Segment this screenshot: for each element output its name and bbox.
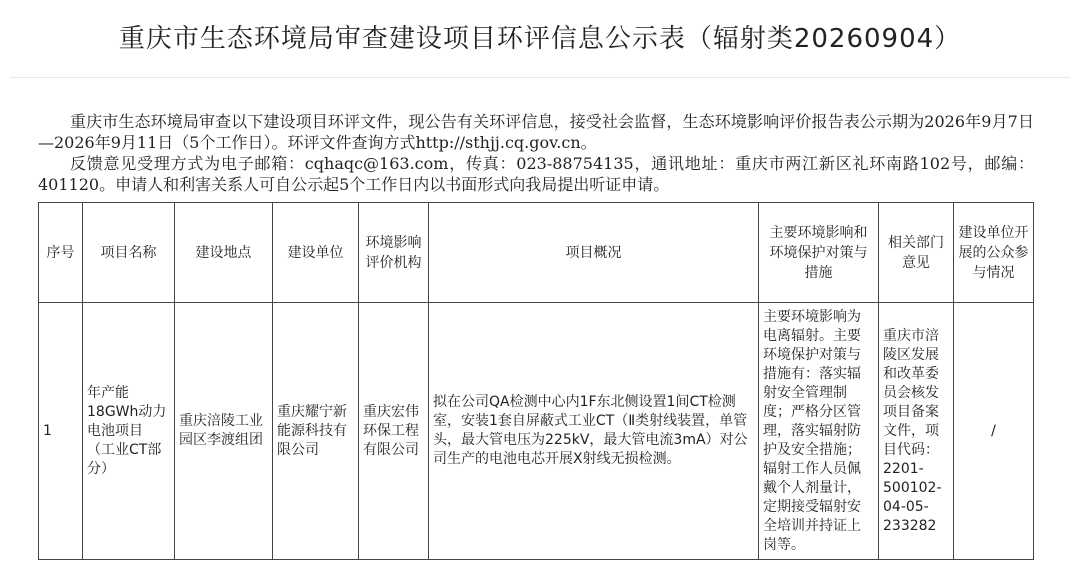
cell-dept-opinion: 重庆市涪陵区发展和改革委员会核发项目备案文件，项目代码：2201-500102-04-05-233282: [879, 303, 954, 560]
intro-paragraph-publicity: 重庆市生态环境局审查以下建设项目环评文件，现公告有关环评信息，接受社会监督，生态环境影响评价报告表公示期为2026年9月7日—2026年9月11日（5个工作日）。环评文件查询方式http://sthjj.cq.gov.cn。: [38, 112, 1034, 152]
cell-overview: 拟在公司QA检测中心内1F东北侧设置1间CT检测室，安装1套自屏蔽式工业CT（Ⅱ类射线装置，单管头，最大管电压为225kV，最大管电流3mA）对公司生产的电池电芯开展X射线无损检测。: [429, 303, 759, 560]
cell-eia-agency: 重庆宏伟环保工程有限公司: [359, 303, 429, 560]
announcement-intro: [38, 111, 1034, 195]
cell-builder: 重庆耀宁新能源科技有限公司: [273, 303, 359, 560]
title-divider: [10, 77, 1070, 78]
table-header-row: [39, 203, 1034, 303]
project-table: [38, 202, 1034, 560]
header-serial: 序号: [39, 203, 83, 303]
header-eia-agency: 环境影响评价机构: [359, 203, 429, 303]
cell-public-participation: /: [954, 303, 1034, 560]
header-project-name: 项目名称: [83, 203, 175, 303]
page-title: 重庆市生态环境局审查建设项目环评信息公示表（辐射类20260904）: [118, 24, 962, 54]
header-dept-opinion: 相关部门意见: [879, 203, 954, 303]
header-builder: 建设单位: [273, 203, 359, 303]
header-overview: 项目概况: [429, 203, 759, 303]
cell-impact-measures: 主要环境影响为电离辐射。主要环境保护对策与措施有：落实辐射安全管理制度；严格分区管理，落实辐射防护及安全措施；辐射工作人员佩戴个人剂量计，定期接受辐射安全培训并持证上岗等。: [759, 303, 879, 560]
cell-project-name: 年产能18GWh动力电池项目（工业CT部分）: [83, 303, 175, 560]
table-row: [39, 303, 1034, 560]
header-public-participation: 建设单位开展的公众参与情况: [954, 203, 1034, 303]
header-impact-measures: 主要环境影响和环境保护对策与措施: [759, 203, 879, 303]
intro-paragraph-feedback: 反馈意见受理方式为电子邮箱：cqhaqc@163.com，传真：023-88754135，通讯地址：重庆市两江新区礼环南路102号，邮编：401120。申请人和利害关系人可自公示起5个工作日内以书面形式向我局提出听证申请。: [38, 154, 1034, 194]
cell-location: 重庆涪陵工业园区李渡组团: [175, 303, 273, 560]
header-location: 建设地点: [175, 203, 273, 303]
cell-serial: 1: [39, 303, 83, 560]
